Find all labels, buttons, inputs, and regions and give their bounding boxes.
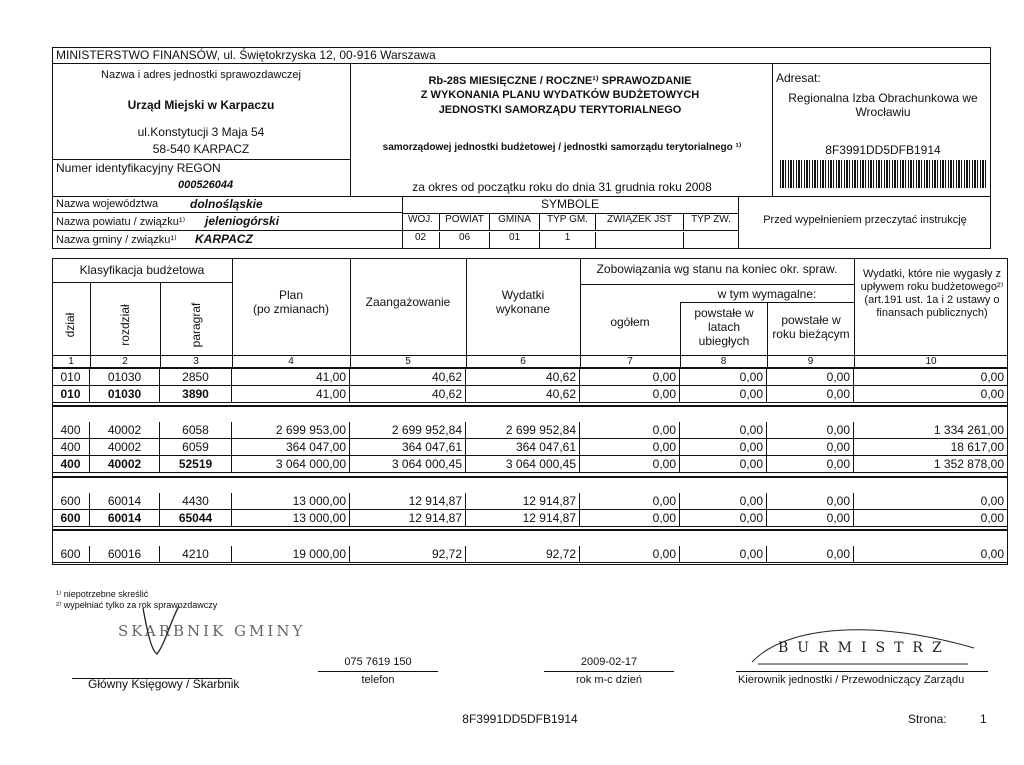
page-number: 1 (980, 712, 987, 726)
classification-label: Klasyfikacja budżetowa (79, 263, 205, 277)
accountant-stamp: SKARBNIK GMINY (118, 622, 306, 640)
symbol-value: 1 (540, 232, 596, 249)
symbol-value: 02 (402, 232, 440, 249)
address-value: Regionalna Izba Obrachunkowa we Wrocławiu (788, 91, 978, 119)
divider (52, 282, 232, 283)
symbol-header: TYP GM. (540, 214, 596, 230)
divider (52, 212, 402, 213)
table-cell-paragraf: 6058 (160, 422, 232, 438)
group-separator (52, 405, 1008, 407)
date-value: 2009-02-17 (580, 656, 638, 668)
table-cell-biez: 0,00 (767, 546, 854, 562)
divider (52, 159, 350, 160)
table-cell-lata: 0,00 (680, 369, 767, 385)
symbol-value (596, 232, 684, 249)
table-cell-paragraf: 65044 (160, 510, 232, 526)
table-cell-paragraf: 2850 (160, 369, 232, 385)
table-cell-lata: 0,00 (680, 546, 767, 562)
table-cell-wyd: 3 064 000,45 (466, 456, 580, 472)
accountant-label: Główny Księgowy / Skarbnik (88, 677, 240, 691)
divider (772, 63, 773, 196)
col-zobowiazania: Zobowiązania wg stanu na koniec okr. spraw. (596, 262, 838, 276)
table-cell-dzial: 600 (52, 493, 90, 509)
table-cell-zaang: 12 914,87 (350, 510, 466, 526)
table-cell-dzial: 400 (52, 422, 90, 438)
column-number: 6 (520, 356, 526, 367)
table-cell-rozdzial: 60014 (90, 510, 160, 526)
divider (52, 355, 1008, 356)
table-cell-rozdzial: 60014 (90, 493, 160, 509)
table-cell-dzial: 600 (52, 546, 90, 562)
table-cell-niew: 0,00 (854, 386, 1008, 402)
phone-label: telefon (361, 674, 395, 686)
divider (580, 258, 581, 367)
mayor-stamp: BURMISTRZ (778, 640, 951, 656)
col-plan: Plan (po zmianach) (252, 288, 330, 316)
divider (402, 230, 738, 231)
header-divider (52, 63, 991, 64)
table-cell-plan: 13 000,00 (232, 493, 350, 509)
symbol-header: WOJ. (402, 214, 440, 230)
table-cell-og: 0,00 (580, 439, 680, 455)
table-cell-niew: 1 352 878,00 (854, 456, 1008, 472)
col-rozdzial: rozdział (118, 304, 132, 346)
symbol-header: TYP ZW. (691, 214, 731, 225)
head-label: Kierownik jednostki / Przewodniczący Zarządu (738, 674, 965, 686)
column-number: 9 (807, 356, 814, 367)
table-cell-zaang: 2 699 952,84 (350, 422, 466, 438)
column-number: 7 (627, 356, 633, 367)
voivodeship-value: dolnośląskie (190, 197, 263, 211)
table-cell-og: 0,00 (580, 546, 680, 562)
table-cell-dzial: 400 (52, 456, 90, 472)
date-label: rok m-c dzień (575, 674, 643, 686)
divider (232, 258, 233, 367)
table-cell-wyd: 12 914,87 (466, 510, 580, 526)
table-cell-og: 0,00 (580, 510, 680, 526)
symbols-label: SYMBOLE (540, 197, 600, 211)
report-period: za okres od początku roku do dnia 31 grudnia roku 2008 (412, 180, 712, 194)
table-cell-og: 0,00 (580, 369, 680, 385)
table-cell-paragraf: 6059 (160, 439, 232, 455)
divider (52, 526, 1008, 527)
table-cell-plan: 41,00 (232, 369, 350, 385)
table-cell-wyd: 92,72 (466, 546, 580, 562)
divider (52, 472, 1008, 473)
col-dzial: dział (63, 312, 77, 338)
table-cell-plan: 13 000,00 (232, 510, 350, 526)
doc-code: 8F3991DD5DFB1914 (825, 143, 941, 157)
footnote-2: ²⁾ wypełniać tylko za rok sprawozdawczy (56, 600, 218, 610)
table-cell-rozdzial: 01030 (90, 369, 160, 385)
symbol-header: ZWIĄZEK JST (596, 214, 684, 230)
divider (466, 258, 467, 367)
divider (52, 230, 402, 231)
group-separator (52, 529, 1008, 531)
table-cell-dzial: 400 (52, 439, 90, 455)
column-number: 3 (193, 356, 199, 367)
unit-label: Nazwa i adres jednostki sprawozdawczej (101, 69, 301, 81)
table-cell-niew: 0,00 (854, 510, 1008, 526)
table-cell-biez: 0,00 (767, 439, 854, 455)
table-cell-wyd: 40,62 (466, 369, 580, 385)
table-cell-paragraf: 52519 (160, 456, 232, 472)
table-cell-og: 0,00 (580, 493, 680, 509)
table-cell-dzial: 010 (52, 369, 90, 385)
table-cell-wyd: 12 914,87 (466, 493, 580, 509)
divider (738, 196, 739, 249)
commune-label: Nazwa gminy / związku¹⁾ (56, 234, 177, 246)
table-cell-biez: 0,00 (767, 510, 854, 526)
table-cell-plan: 3 064 000,00 (232, 456, 350, 472)
col-wydatki: Wydatki wykonane (495, 288, 551, 316)
voivodeship-label: Nazwa województwa (56, 198, 159, 210)
table-cell-biez: 0,00 (767, 493, 854, 509)
divider (52, 562, 1008, 563)
table-cell-niew: 0,00 (854, 493, 1008, 509)
table-cell-zaang: 364 047,61 (350, 439, 466, 455)
accountant-signature (135, 600, 195, 660)
phone-value: 075 7619 150 (344, 656, 412, 668)
footer-doc-code: 8F3991DD5DFB1914 (462, 712, 578, 726)
instruction-note: Przed wypełnieniem przeczytać instrukcję (763, 214, 967, 226)
table-cell-biez: 0,00 (767, 422, 854, 438)
table-cell-biez: 0,00 (767, 386, 854, 402)
divider (318, 671, 438, 672)
regon-value: 000526044 (178, 179, 234, 191)
symbol-value: 01 (490, 232, 540, 249)
table-cell-wyd: 2 699 952,84 (466, 422, 580, 438)
report-title-2: Z WYKONANIA PLANU WYDATKÓW BUDŻETOWYCH (420, 89, 700, 101)
table-cell-zaang: 3 064 000,45 (350, 456, 466, 472)
divider (680, 302, 854, 303)
table-cell-plan: 2 699 953,00 (232, 422, 350, 438)
col-lata-ubiegle: powstałe w latach ubiegłych (694, 306, 754, 348)
table-cell-lata: 0,00 (680, 510, 767, 526)
table-cell-dzial: 010 (52, 386, 90, 402)
table-cell-rozdzial: 40002 (90, 422, 160, 438)
col-niewygasle: Wydatki, które nie wygasły z upływem roku budżetowego²⁾ (art.191 ust. 1a i 2 ustawy o finansach publicznych) (860, 268, 1004, 319)
table-cell-lata: 0,00 (680, 456, 767, 472)
symbol-value: 06 (440, 232, 490, 249)
table-cell-niew: 1 334 261,00 (854, 422, 1008, 438)
table-cell-lata: 0,00 (680, 493, 767, 509)
table-cell-rozdzial: 60016 (90, 546, 160, 562)
table-cell-og: 0,00 (580, 456, 680, 472)
table-cell-paragraf: 4430 (160, 493, 232, 509)
divider (854, 258, 855, 367)
table-cell-rozdzial: 01030 (90, 386, 160, 402)
divider (736, 671, 988, 672)
table-cell-wyd: 40,62 (466, 386, 580, 402)
table-cell-zaang: 40,62 (350, 369, 466, 385)
column-number: 8 (720, 356, 727, 367)
col-rok-biezacy: powstałe w roku bieżącym (772, 313, 850, 341)
table-cell-biez: 0,00 (767, 456, 854, 472)
report-title-3: JEDNOSTKI SAMORZĄDU TERYTORIALNEGO (438, 104, 682, 116)
divider (544, 671, 674, 672)
table-cell-niew: 18 617,00 (854, 439, 1008, 455)
footnote-1: ¹⁾ niepotrzebne skreślić (56, 589, 149, 599)
column-number: 5 (405, 356, 411, 367)
regon-label: Numer identyfikacyjny REGON (56, 161, 221, 175)
table-cell-niew: 0,00 (854, 369, 1008, 385)
table-cell-plan: 41,00 (232, 386, 350, 402)
divider (350, 63, 351, 196)
table-cell-paragraf: 4210 (160, 546, 232, 562)
symbol-value (684, 232, 738, 249)
table-cell-biez: 0,00 (767, 369, 854, 385)
column-number: 1 (68, 356, 74, 367)
page-label: Strona: (908, 712, 947, 726)
table-cell-rozdzial: 40002 (90, 439, 160, 455)
table-cell-og: 0,00 (580, 422, 680, 438)
commune-value: KARPACZ (195, 232, 253, 246)
report-subtitle: samorządowej jednostki budżetowej / jednostki samorządu terytorialnego ¹⁾ (382, 142, 742, 153)
table-cell-lata: 0,00 (680, 439, 767, 455)
county-value: jeleniogórski (205, 214, 280, 228)
unit-street: ul.Konstytucji 3 Maja 54 (137, 125, 265, 139)
column-number: 10 (925, 356, 937, 367)
table-cell-plan: 364 047,00 (232, 439, 350, 455)
county-label: Nazwa powiatu / związku¹⁾ (56, 216, 186, 228)
table-cell-paragraf: 3890 (160, 386, 232, 402)
table-cell-wyd: 364 047,61 (466, 439, 580, 455)
table-cell-dzial: 600 (52, 510, 90, 526)
table-cell-zaang: 92,72 (350, 546, 466, 562)
col-ogolem: ogółem (610, 315, 650, 329)
symbol-header: POWIAT (440, 214, 490, 230)
symbol-header: GMINA (490, 214, 540, 230)
col-wymagalne: w tym wymagalne: (717, 287, 817, 301)
table-cell-niew: 0,00 (854, 546, 1008, 562)
unit-name: Urząd Miejski w Karpaczu (127, 98, 275, 112)
unit-city: 58-540 KARPACZ (152, 142, 250, 156)
column-number: 2 (122, 356, 128, 367)
address-label: Adresat: (776, 71, 821, 85)
table-cell-rozdzial: 40002 (90, 456, 160, 472)
table-cell-lata: 0,00 (680, 386, 767, 402)
col-zaangazowanie: Zaangażowanie (365, 295, 451, 309)
table-cell-plan: 19 000,00 (232, 546, 350, 562)
report-title-1: Rb-28S MIESIĘCZNE / ROCZNE¹⁾ SPRAWOZDANIE (428, 75, 692, 87)
divider (580, 284, 854, 285)
barcode (780, 160, 986, 188)
table-cell-zaang: 12 914,87 (350, 493, 466, 509)
column-number: 4 (288, 356, 294, 367)
group-separator (52, 476, 1008, 478)
divider (350, 258, 351, 367)
ministry-line: MINISTERSTWO FINANSÓW, ul. Świętokrzyska 12, 00-916 Warszawa (56, 48, 436, 62)
col-paragraf: paragraf (189, 302, 203, 348)
table-cell-zaang: 40,62 (350, 386, 466, 402)
divider (52, 402, 1008, 403)
table-cell-lata: 0,00 (680, 422, 767, 438)
table-cell-og: 0,00 (580, 386, 680, 402)
